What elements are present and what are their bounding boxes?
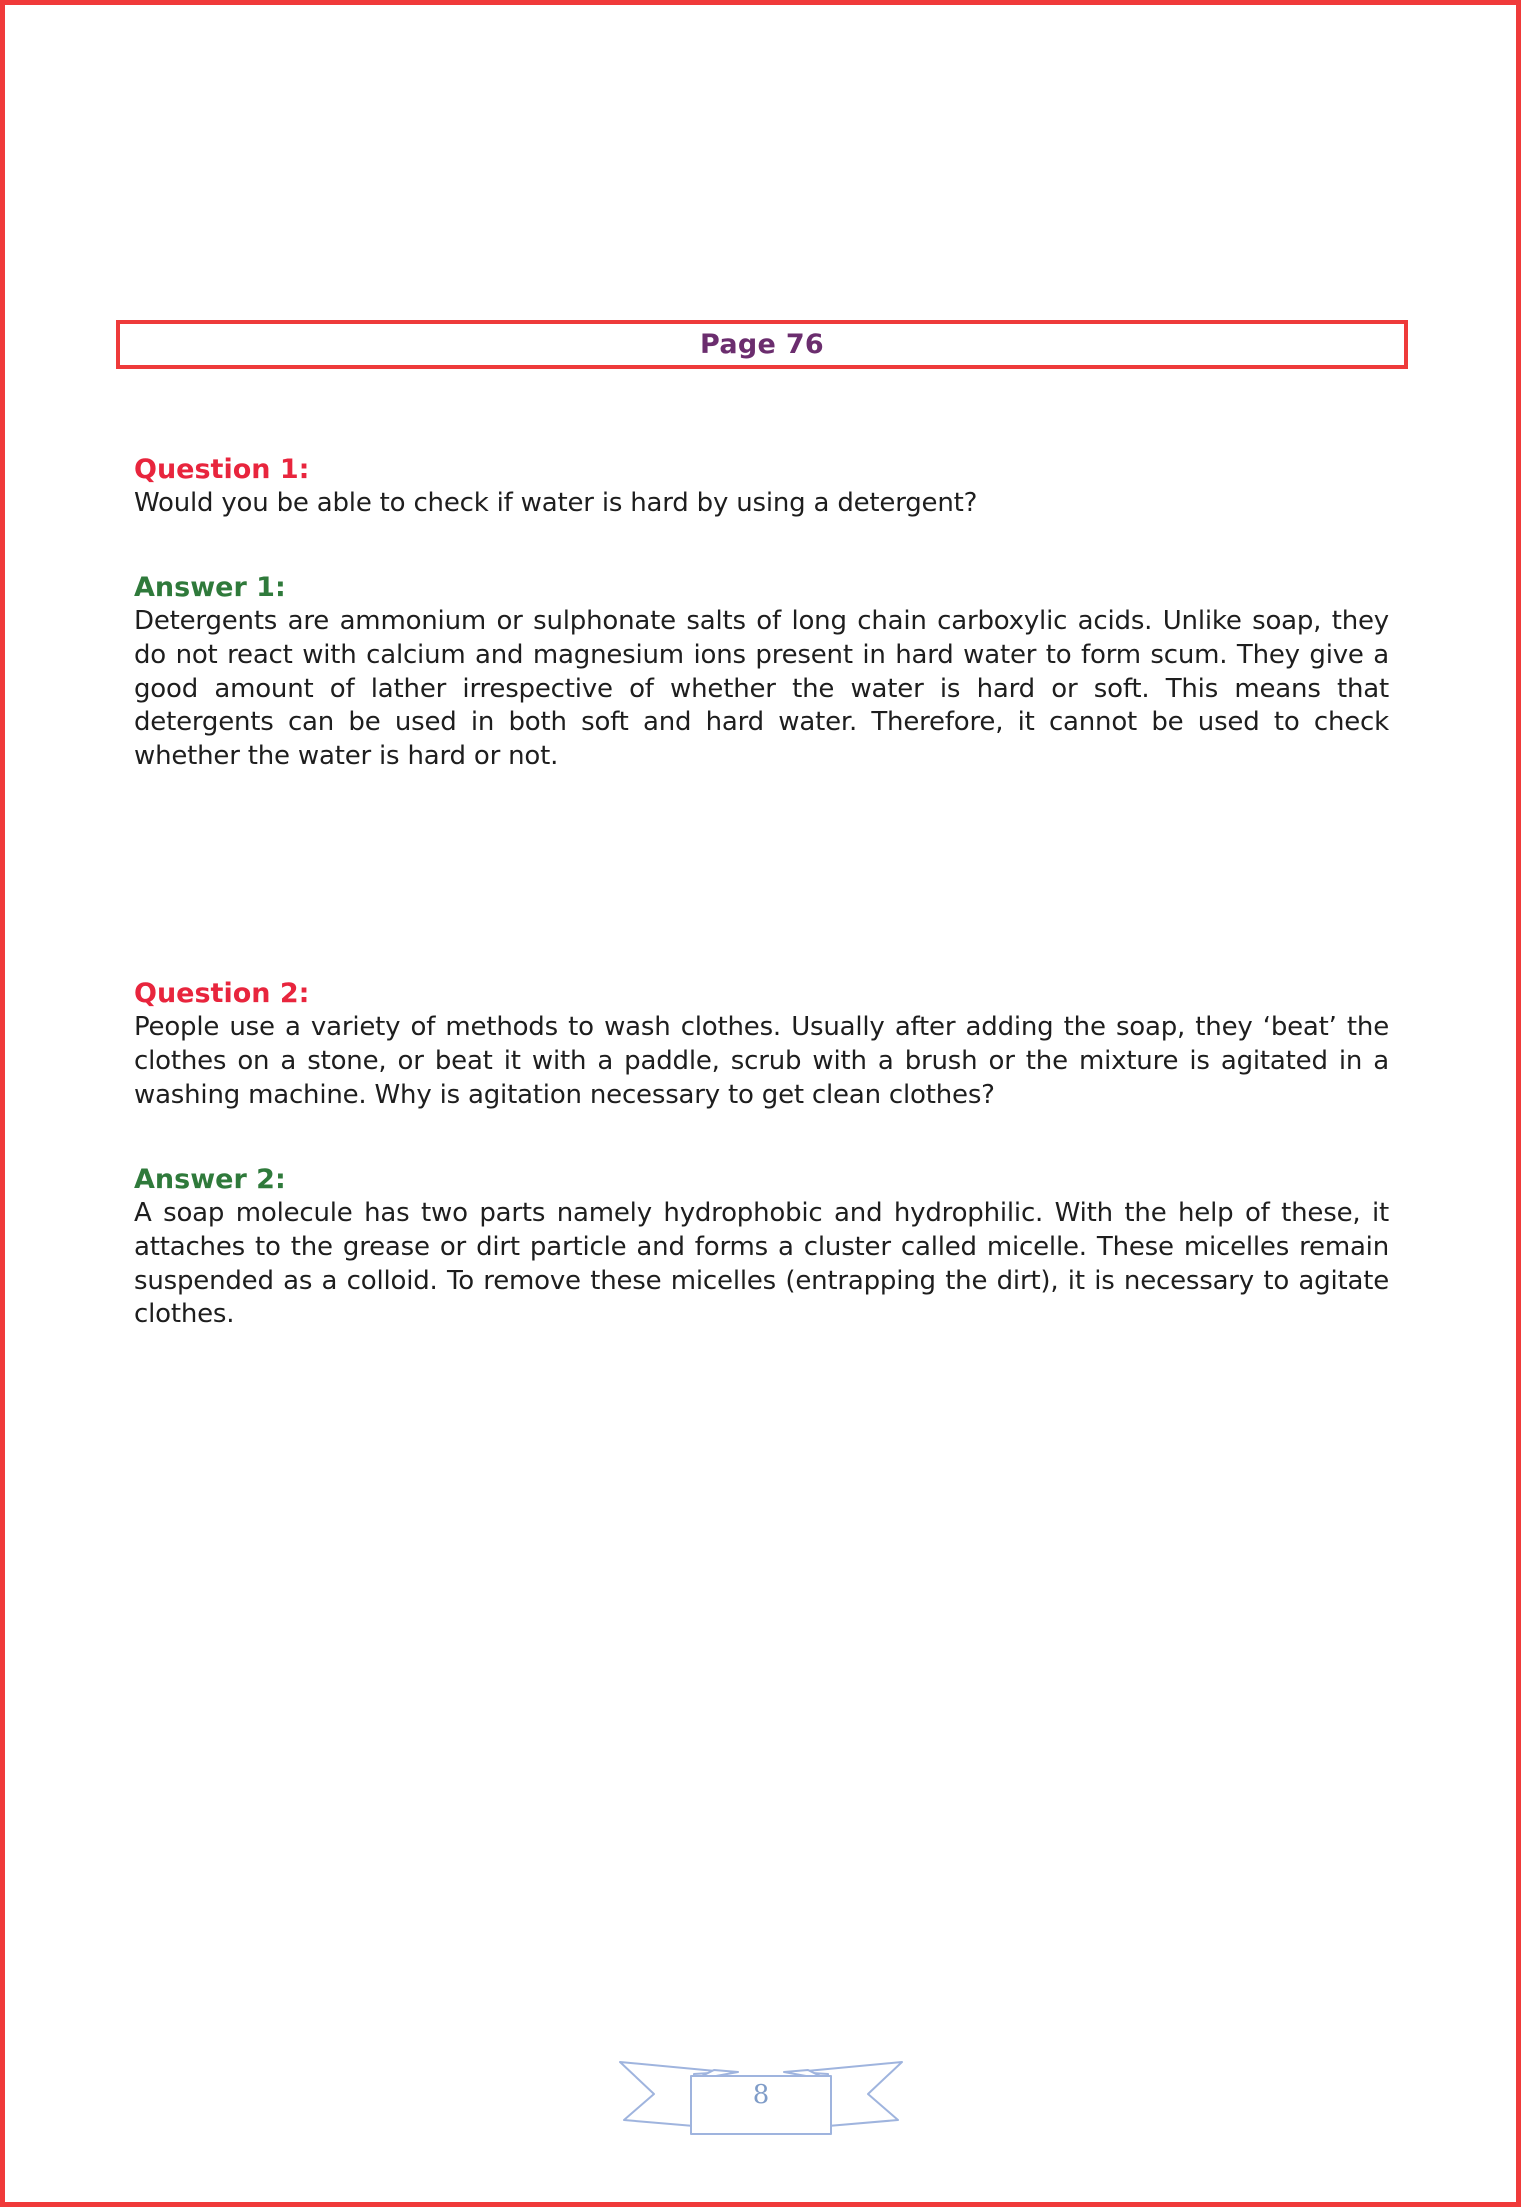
answer-label: Answer 2: <box>134 1164 286 1195</box>
page-number-ribbon <box>618 2060 904 2140</box>
question-label: Question 2: <box>134 978 310 1009</box>
question-label: Question 1: <box>134 454 310 485</box>
answer-text: Detergents are ammonium or sulphonate salts of long chain carboxylic acids. Unlike soap, they do not react with calcium and magnesium ions present in hard water to form scum. They give a good amount of lather irrespective of whether the water is hard or soft. This means that detergents can be used in both soft and hard water. Therefore, it cannot be used to check whether the water is hard or not. <box>134 606 1389 772</box>
question-2-block <box>134 977 1389 1112</box>
page-title: Page 76 <box>700 329 824 360</box>
question-1-block <box>134 453 1389 521</box>
answer-label: Answer 1: <box>134 572 286 603</box>
question-text: Would you be able to check if water is hard by using a detergent? <box>134 488 978 518</box>
page-header-box <box>116 320 1408 369</box>
answer-1-block <box>134 571 1389 774</box>
answer-text: A soap molecule has two parts namely hydrophobic and hydrophilic. With the help of these, it attaches to the grease or dirt particle and forms a cluster called micelle. These micelles remain suspended as a colloid. To remove these micelles (entrapping the dirt), it is necessary to agitate clothes. <box>134 1198 1389 1330</box>
answer-2-block <box>134 1163 1389 1332</box>
question-text: People use a variety of methods to wash clothes. Usually after adding the soap, they ‘beat’ the clothes on a stone, or beat it with a paddle, scrub with a brush or the mixture is agitated in a washing machine. Why is agitation necessary to get clean clothes? <box>134 1012 1389 1110</box>
page-number: 8 <box>752 2080 770 2110</box>
